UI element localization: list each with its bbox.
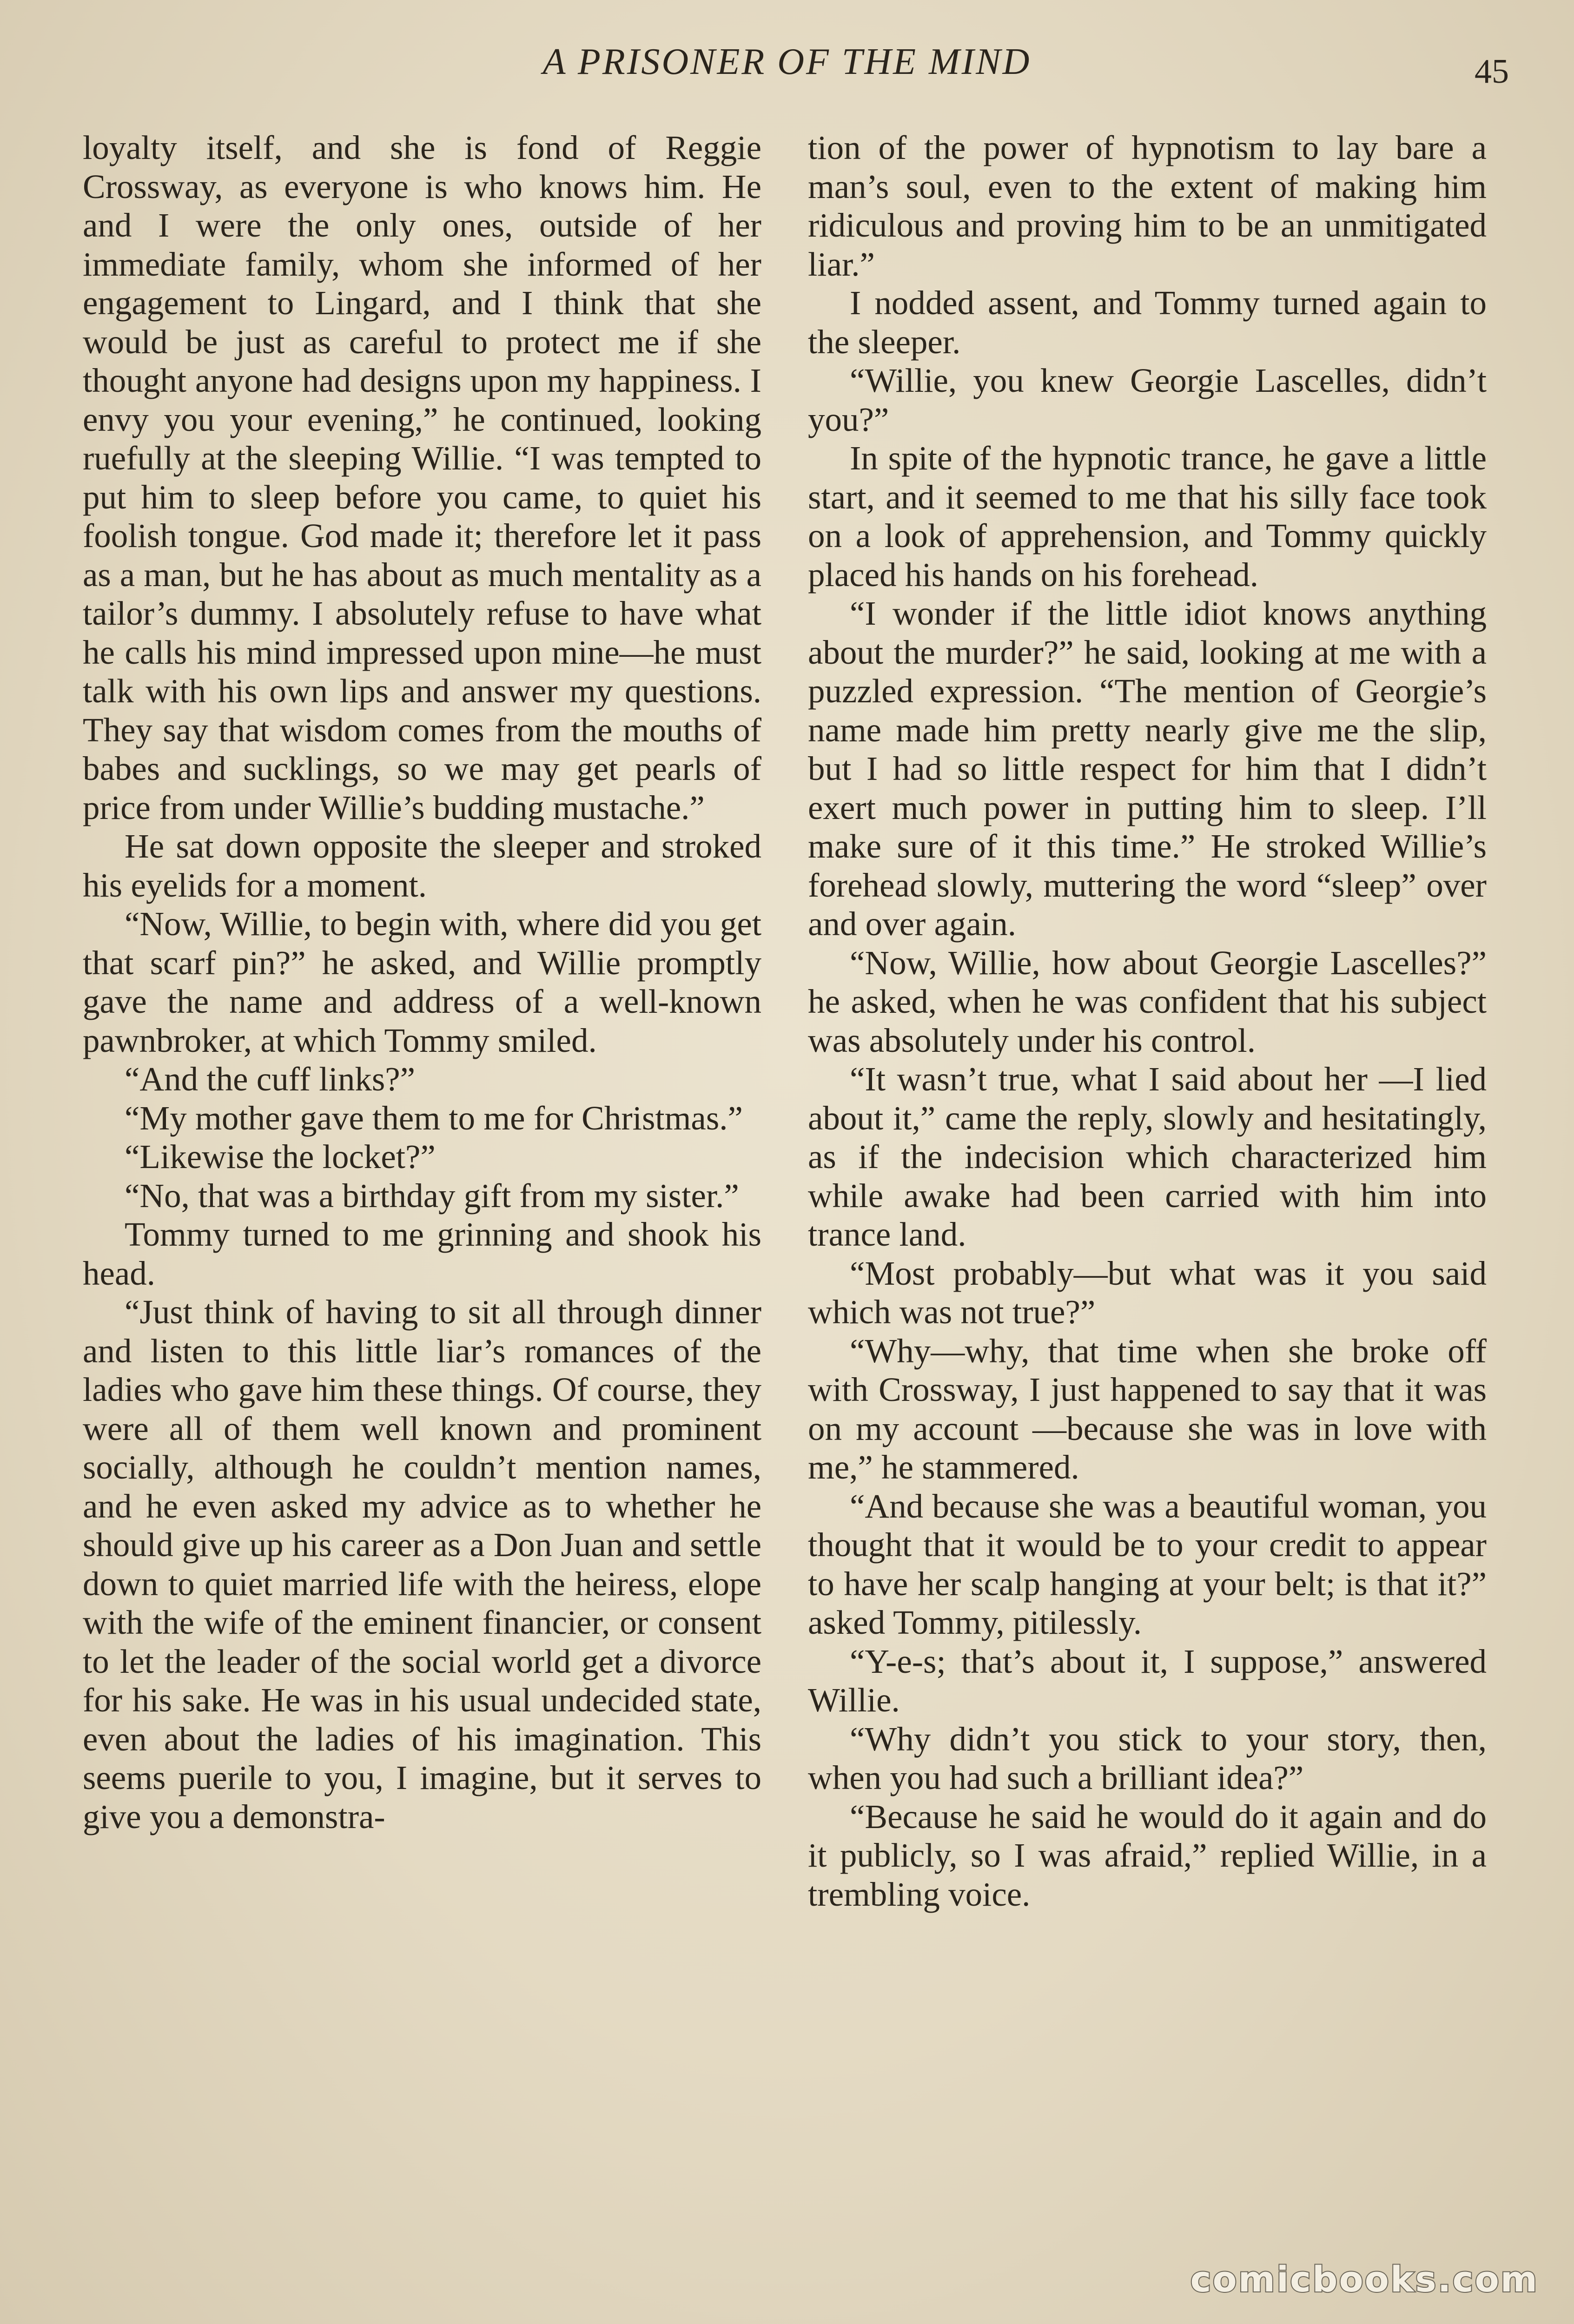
paragraph: tion of the power of hypnotism to lay bare a man’s soul, even to the extent of making him ridiculous and proving him to be an unmitigated liar.”: [808, 129, 1487, 283]
paragraph: “Likewise the locket?”: [125, 1138, 436, 1175]
left-column: [83, 128, 761, 1836]
paragraph: “Now, Willie, to begin with, where did you get that scarf pin?” he asked, and Willie promptly gave the name and address of a well-known pawnbroker, at which Tommy smiled.: [83, 905, 761, 1059]
paragraph: “Most probably—but what was it you said which was not true?”: [808, 1254, 1487, 1331]
paragraph: “And because she was a beautiful woman, you thought that it would be to your credit to appear to have her scalp hanging at your belt; is that it?” asked Tommy, pitilessly.: [808, 1487, 1487, 1641]
running-head: A PRISONER OF THE MIND: [542, 41, 1032, 82]
paragraph: “And the cuff links?”: [125, 1060, 416, 1098]
paragraph: “I wonder if the little idiot knows anything about the murder?” he said, looking at me with a puzzled expression. “The mention of Georgie’s name made him pretty nearly give me the slip, but I had so little respect for him that I didn’t exert much power in putting him to sleep. I’ll make sure of it this time.” He stroked Willie’s forehead slowly, muttering the word “sleep” over and over again.: [808, 594, 1487, 943]
paragraph: In spite of the hypnotic trance, he gave a little start, and it seemed to me that his silly face took on a look of apprehension, and Tommy quickly placed his hands on his forehead.: [808, 439, 1487, 594]
paragraph: “Y-e-s; that’s about it, I suppose,” answered Willie.: [808, 1642, 1487, 1719]
paragraph: He sat down opposite the sleeper and stroked his eyelids for a moment.: [83, 827, 761, 904]
paragraph: “No, that was a birthday gift from my sister.”: [125, 1176, 739, 1215]
page-number: 45: [1475, 53, 1509, 91]
paragraph: “Why didn’t you stick to your story, then, when you had such a brilliant idea?”: [808, 1720, 1487, 1796]
paragraph: “Why—why, that time when she broke off with Crossway, I just happened to say that it was on my account —because she was in love with me,” he stammered.: [808, 1332, 1487, 1486]
paragraph: loyalty itself, and she is fond of Reggie Crossway, as everyone is who knows him. He and I were the only ones, outside of her immediate family, whom she informed of her engagement to Lingard, and I think that she would be just as careful to protect me if she thought anyone had designs upon my happiness. I envy you your evening,” he continued, looking ruefully at the sleeping Willie. “I was tempted to put him to sleep before you came, to quiet his foolish tongue. God made it; therefore let it pass as a man, but he has about as much mentality as a tailor’s dummy. I absolutely refuse to have what he calls his mind impressed upon mine—he must talk with his own lips and answer my questions. They say that wisdom comes from the mouths of babes and sucklings, so we may get pearls of price from under Willie’s budding mustache.”: [83, 129, 761, 826]
paragraph: I nodded assent, and Tommy turned again to the sleeper.: [808, 284, 1487, 361]
paragraph: “Now, Willie, how about Georgie Lascelles?” he asked, when he was confident that his subject was absolutely under his control.: [808, 944, 1487, 1059]
paragraph: “Because he said he would do it again and do it publicly, so I was afraid,” replied Willie, in a trembling voice.: [808, 1797, 1487, 1913]
paragraph: Tommy turned to me grinning and shook his head.: [83, 1215, 761, 1292]
watermark: comicbooks.com: [1190, 2258, 1539, 2300]
paragraph: “Just think of having to sit all through dinner and listen to this little liar’s romances of the ladies who gave him these things. Of course, they were all of them well known and prominent socially, although he couldn’t mention names, and he even asked my advice as to whether he should give up his career as a Don Juan and settle down to quiet married life with the heiress, elope with the wife of the eminent financier, or consent to let the leader of the social world get a divorce for his sake. He was in his usual undecided state, even about the ladies of his imagination. This seems puerile to you, I imagine, but it serves to give you a demonstra-: [83, 1293, 761, 1835]
paragraph: “It wasn’t true, what I said about her —I lied about it,” came the reply, slowly and hesitatingly, as if the indecision which characterized him while awake had been carried with him into trance land.: [808, 1060, 1487, 1253]
paragraph: “Willie, you knew Georgie Lascelles, didn’t you?”: [808, 362, 1487, 438]
paragraph: “My mother gave them to me for Christmas.”: [125, 1099, 743, 1137]
right-column: [808, 128, 1487, 1914]
